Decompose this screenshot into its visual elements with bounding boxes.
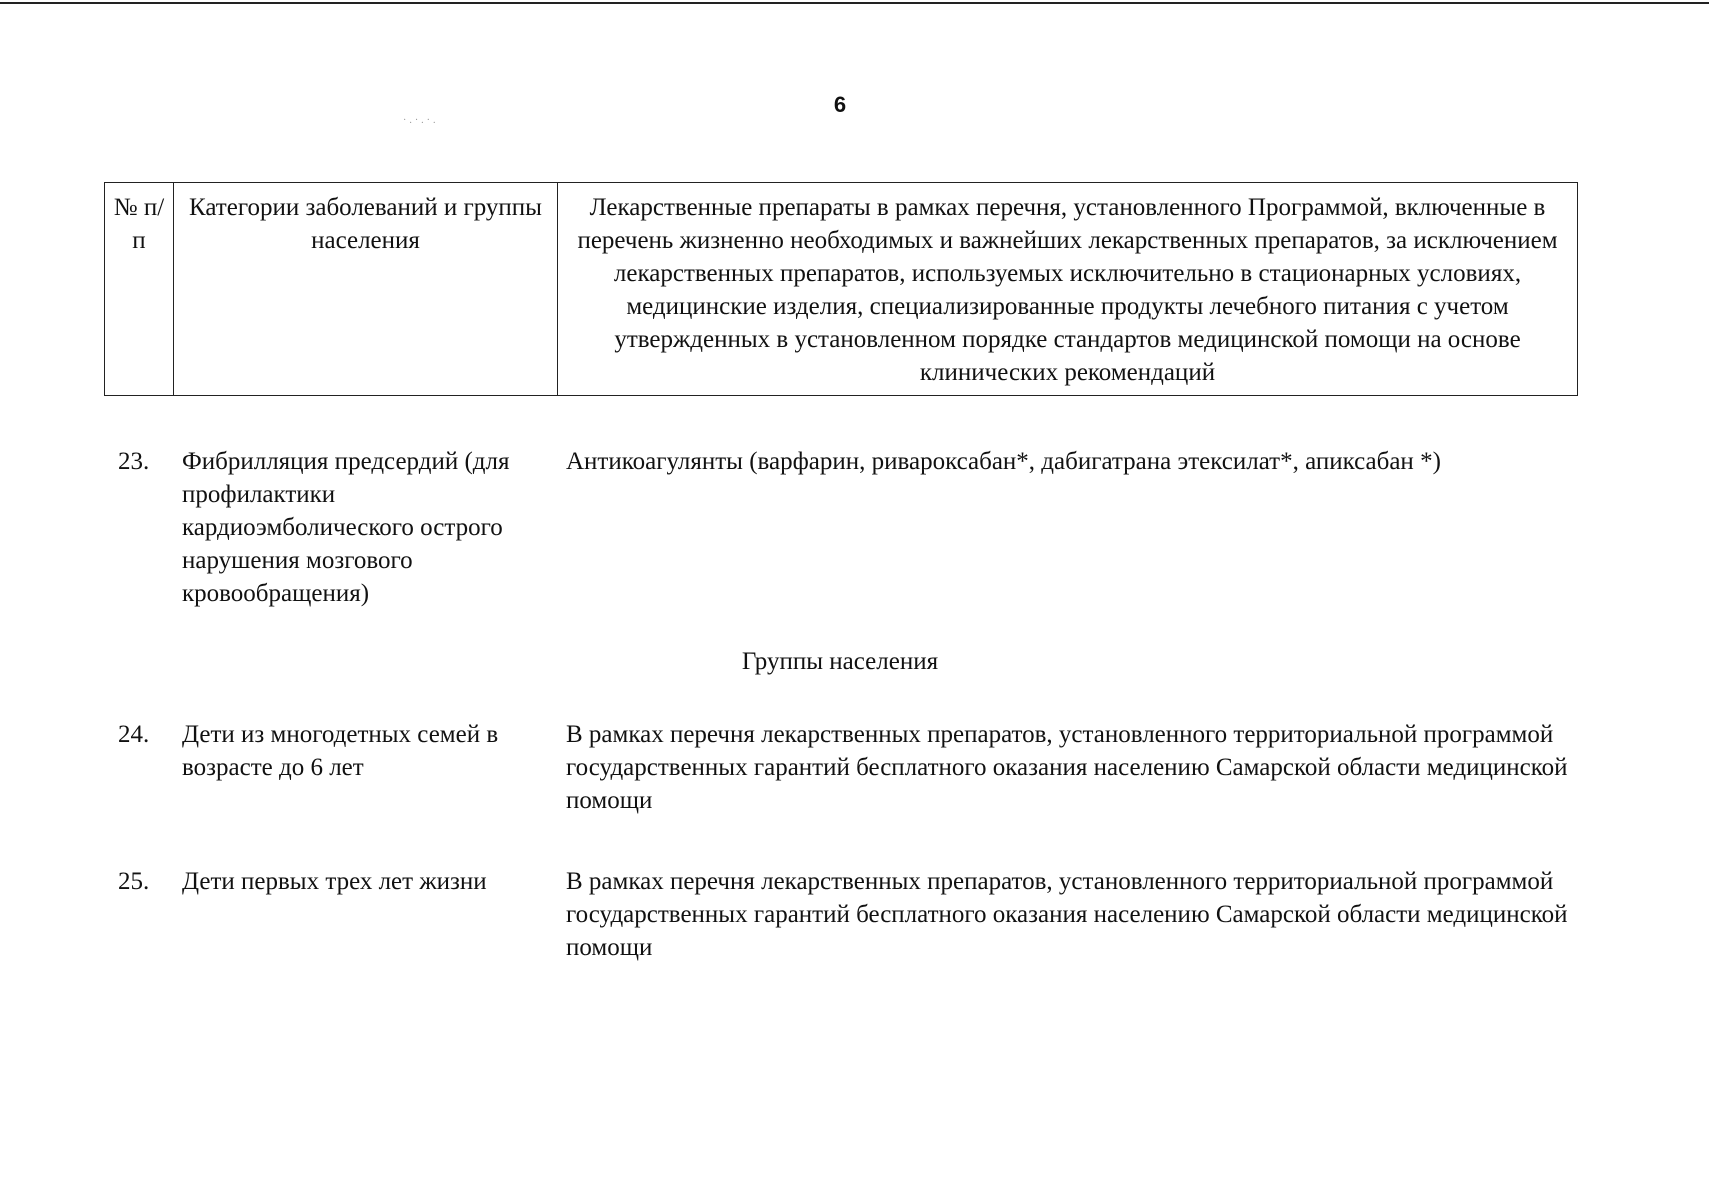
row-category: Дети из многодетных семей в возрасте до 6 лет — [182, 721, 499, 781]
row-category: Фибрилляция предсердий (для профилактики кардиоэмболического острого нарушения мозгового кровообращения) — [182, 448, 510, 607]
row-number: 25. — [118, 868, 150, 895]
header-col-num: № п/п — [105, 183, 174, 396]
row-number: 24. — [118, 721, 150, 748]
scan-specks: ·.·.·. — [403, 115, 439, 126]
page-number: 6 — [833, 92, 847, 117]
table-header-row — [105, 183, 1578, 396]
section-heading: Группы населения — [741, 648, 939, 675]
row-medicines: Антикоагулянты (варфарин, ривароксабан*, дабигатрана этексилат*, апиксабан *) — [566, 448, 1441, 475]
table-header — [104, 182, 1578, 396]
row-number: 23. — [118, 448, 150, 475]
row-medicines: В рамках перечня лекарственных препаратов, установленного территориальной программой государственных гарантий бесплатного оказания населению Самарской области медицинской помощи — [566, 721, 1568, 814]
row-category: Дети первых трех лет жизни — [182, 868, 487, 895]
header-col-medicines: Лекарственные препараты в рамках перечня, установленного Программой, включенные в перечень жизненно необходимых и важнейших лекарственных препаратов, за исключением лекарственных препаратов, используемых исключительно в стационарных условиях, медицинские изделия, специализированные продукты лечебного питания с учетом утвержденных в установленном порядке стандартов медицинской помощи на основе клинических рекомендаций — [558, 183, 1578, 396]
top-scan-edge — [0, 2, 1709, 4]
row-medicines: В рамках перечня лекарственных препаратов, установленного территориальной программой государственных гарантий бесплатного оказания населению Самарской области медицинской помощи — [566, 868, 1568, 961]
header-col-category: Категории заболеваний и группы населения — [174, 183, 558, 396]
